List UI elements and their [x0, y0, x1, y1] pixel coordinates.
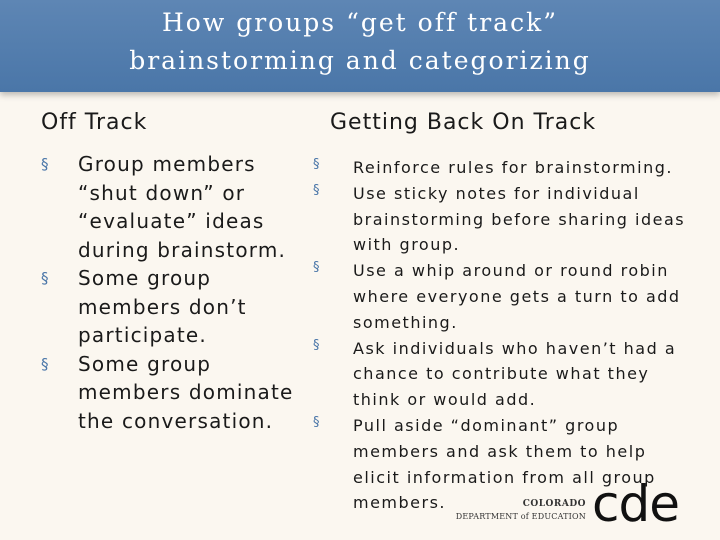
- list-item-text: Some group members dominate the conversation.: [78, 351, 294, 433]
- bullet-icon: §: [313, 414, 320, 430]
- logo-mark: cde: [592, 475, 679, 533]
- bullet-icon: §: [313, 157, 320, 172]
- title-bar: [0, 0, 720, 92]
- list-item: [310, 181, 698, 258]
- bullet-icon: §: [41, 269, 49, 287]
- bullet-icon: §: [313, 182, 320, 198]
- list-item: [310, 336, 698, 413]
- list-item-text: Ask individuals who haven’t had a chance to contribute what they think or would add.: [353, 338, 677, 410]
- off-track-list: [41, 150, 311, 435]
- list-item-text: Reinforce rules for brainstorming.: [353, 158, 673, 177]
- slide-title-line-2: brainstorming and categorizing: [129, 46, 591, 75]
- slide-title-line-1: How groups “get off track”: [162, 8, 558, 37]
- back-on-track-list: [310, 155, 710, 516]
- list-item-text: Use a whip around or round robin where everyone gets a turn to add something.: [353, 261, 681, 332]
- list-item: [310, 155, 710, 181]
- cde-logo: [455, 475, 698, 534]
- list-item-text: Pull aside “dominant” group members and ask them to help elicit information from all group members.: [353, 415, 656, 513]
- list-item-text: Some group members don’t participate.: [78, 266, 247, 347]
- bullet-icon: §: [313, 260, 320, 276]
- off-track-heading: Off Track: [41, 110, 148, 135]
- logo-department-text: DEPARTMENT of EDUCATION: [455, 512, 586, 521]
- list-item-text: Use sticky notes for individual brainstorming before sharing ideas with group.: [353, 183, 686, 255]
- back-on-track-heading: Getting Back On Track: [330, 110, 597, 135]
- list-item: [41, 264, 288, 350]
- list-item: [41, 350, 308, 436]
- list-item: [310, 258, 698, 335]
- bullet-icon: §: [41, 155, 49, 173]
- list-item-text: Group members “shut down” or “evaluate” ideas during brainstorm.: [78, 152, 287, 262]
- logo-state-text: COLORADO: [522, 499, 586, 509]
- bullet-icon: §: [313, 337, 320, 353]
- list-item: [41, 150, 288, 264]
- bullet-icon: §: [41, 354, 49, 373]
